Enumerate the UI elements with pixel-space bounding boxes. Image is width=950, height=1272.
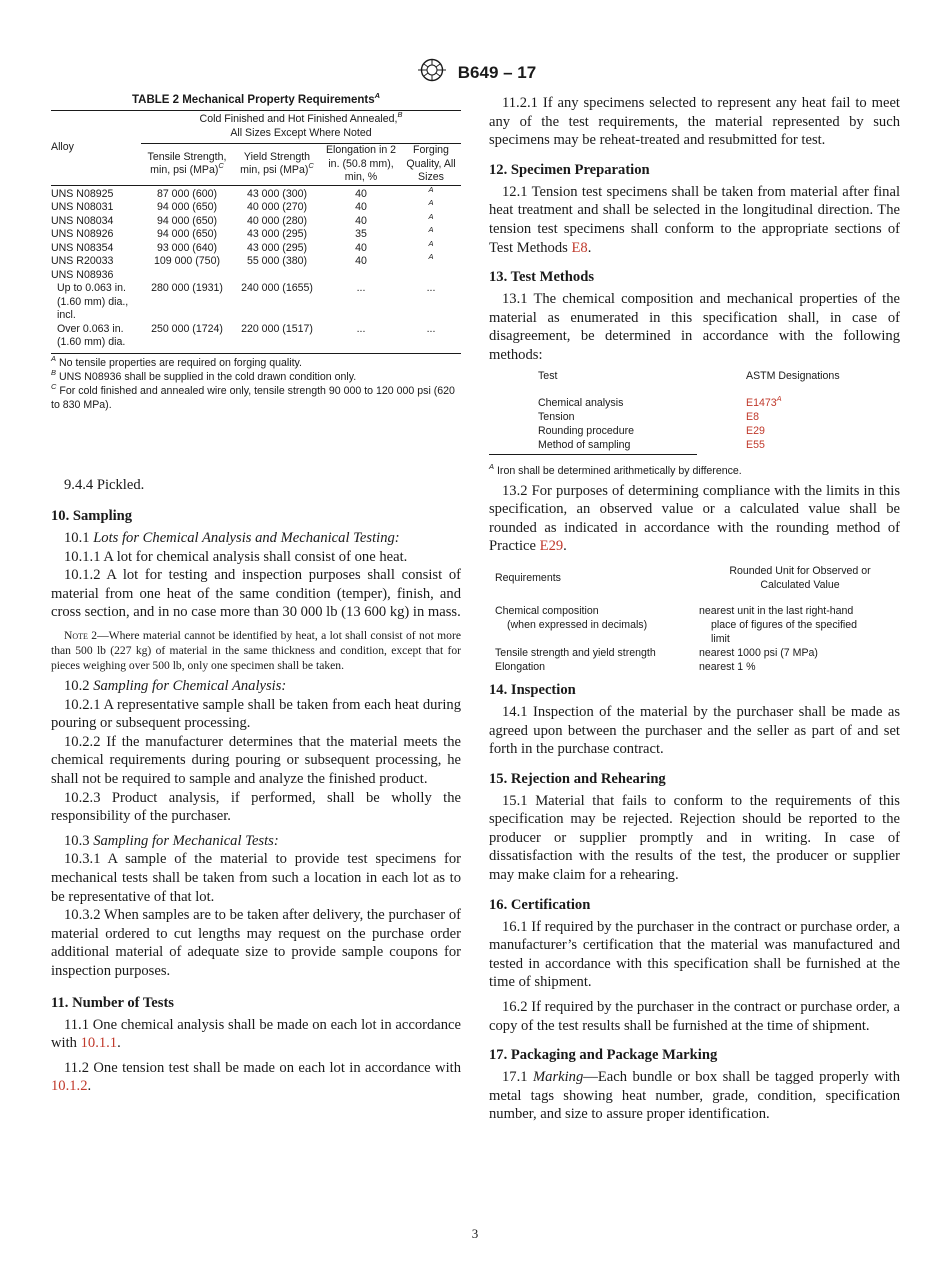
cell-tensile: 94 000 (650) [156,228,218,240]
cell-elongation: 40 [355,255,367,267]
heading-packaging: 17. Packaging and Package Marking [489,1047,718,1064]
heading-rejection: 15. Rejection and Rehearing [489,770,666,787]
page-header [0,58,950,87]
method-astm-cell: $E1473^A$ [746,393,782,409]
method-astm-cell [746,424,765,438]
col-header-yield: Yield Strength min, psi (MPa)$^C$ [240,150,314,177]
cell-forging [401,269,461,283]
cell-forging: A [428,184,434,194]
table-row [51,323,461,350]
heading-certification: 16. Certification [489,896,591,913]
para-9-4-4: 9.4.4 Pickled. [64,476,145,493]
cell-forging: ... [426,322,436,335]
col-group-header: Cold Finished and Hot Finished Annealed,$^B$ All Sizes Except Where Noted [141,111,461,144]
link-e29[interactable]: E29 [539,538,564,555]
cell-yield: 43 000 (300) [246,187,308,200]
cell-tensile: 87 000 (600) [156,187,218,200]
cell-yield: 40 000 (280) [246,214,308,227]
heading-test-methods: 13. Test Methods [489,269,595,286]
cell-yield: 55 000 (380) [246,255,308,267]
cell-tensile [141,269,233,283]
table-row [51,201,461,215]
rounding-requirement: Tensile strength and yield strength [495,646,656,659]
cell-alloy: UNS N08354 [51,241,114,254]
table-row [51,228,461,242]
cell-alloy: UNS N08926 [51,228,114,240]
cell-yield: 43 000 (295) [246,228,308,240]
table-row [51,215,461,229]
para-10-2-3: 10.2.3 Product analysis, if performed, shall be wholly the responsibility of the purchaser. [51,789,461,825]
para-15-1: 15.1 Material that fails to conform to the requirements of this specification may be rejected. Rejection should be reported to the producer or supplier promptly and in writing. In case of dissatisfaction with the results of the test, the producer or supplier may make claim for a rehearing. [489,792,900,884]
note-2: Note 2—Where material cannot be identified by heat, a lot shall consist of not more than 500 lb (227 kg) of material in the same thickness and condition, except that for pieces weighing over 500 lb, only one specimen shall be taken. [51,629,461,673]
para-10-2-1: 10.2.1 A representative sample shall be taken from each heat during pouring or subsequent processing. [51,696,461,732]
designation: B649 – 17 [457,62,537,82]
methods-head-test: Test [538,369,558,382]
cell-elongation: 40 [355,187,367,200]
cell-elongation [321,269,401,283]
para-10-1-1: 10.1.1 A lot for chemical analysis shall consist of one heat. [64,548,408,565]
para-16-1: 16.1 If required by the purchaser in the contract or purchase order, a manufacturer’s certification that the material was manufactured and tested in accordance with this specification shall be furnished at the time of shipment. [489,918,900,991]
link-e8[interactable]: E8 [571,239,588,256]
cell-tensile: 109 000 (750) [154,255,220,267]
para-13-1: 13.1 The chemical composition and mechanical properties of the material as enumerated in this specification shall, in case of disagreement, be determined in accordance with the following methods: [489,291,900,363]
para-14-1: 14.1 Inspection of the material by the purchaser shall be made as agreed upon between the purchaser and the seller as part of and set forth in the purchase contract. [489,703,900,758]
mechanical-property-table [51,111,461,350]
table-footnote: $^B$ UNS N08936 shall be supplied in the cold drawn condition only. [51,367,357,383]
cell-yield: 43 000 (295) [246,241,308,254]
cell-alloy: Over 0.063 in. (1.60 mm) dia. [57,322,126,348]
method-astm-cell [746,438,765,452]
para-10-3: 10.3 Sampling for Mechanical Tests: [64,832,279,849]
para-11-1: 11.1 One chemical analysis shall be made on each lot in accordance with 10.1.1. [51,1016,461,1052]
link-10-1-2[interactable]: 10.1.2 [51,1078,88,1095]
cell-tensile: 94 000 (650) [156,214,218,227]
cell-alloy: UNS N08031 [51,201,114,213]
method-test: Chemical analysis [538,396,624,409]
cell-elongation: ... [356,322,366,335]
method-astm-cell [746,410,759,424]
rounding-row [495,646,900,660]
round-head-req: Requirements [495,571,561,584]
cell-yield: 240 000 (1655) [241,282,313,294]
para-11-2: 11.2 One tension test shall be made on each lot in accordance with 10.1.2. [51,1059,461,1095]
cell-yield [233,269,321,283]
test-methods-table [489,369,900,478]
col-header-alloy: Alloy [51,141,74,153]
cell-tensile: 250 000 (1724) [151,322,223,335]
left-column [51,91,461,1096]
link-astm-designation[interactable]: E29 [746,424,765,437]
table-footnote: $^A$ No tensile properties are required on forging quality. [51,353,302,369]
cell-forging: A [428,252,434,261]
rounding-unit: nearest 1 % [699,660,756,673]
cell-alloy: UNS N08034 [51,214,114,227]
para-16-2: 16.2 If required by the purchaser in the contract or purchase order, a copy of the test results shall be furnished at the time of shipment. [489,999,900,1034]
table-row [51,269,461,283]
rounding-table [489,564,900,674]
methods-row [538,393,900,410]
para-17-1: 17.1 Marking—Each bundle or box shall be tagged properly with metal tags showing heat number, grade, condition, specification number, and size to assure proper identification. [489,1069,901,1123]
cell-tensile: 94 000 (650) [156,201,218,213]
cell-alloy: UNS N08925 [51,187,114,200]
cell-elongation: 40 [355,241,367,254]
heading-specimen-preparation: 12. Specimen Preparation [489,161,650,178]
cell-tensile: 280 000 (1931) [151,282,223,294]
table-row [51,188,461,202]
methods-row [538,438,900,452]
round-head-unit: Rounded Unit for Observed or Calculated Value [729,564,871,591]
cell-forging: ... [426,282,436,294]
link-10-1-1[interactable]: 10.1.1 [80,1035,118,1052]
col-header-forging: Forging Quality, All Sizes [406,144,456,183]
methods-head-astm: ASTM Designations [746,369,840,382]
method-test: Tension [538,410,575,423]
rounding-requirement: Elongation [495,660,546,673]
col-header-elongation: Elongation in 2 in. (50.8 mm), min, % [325,144,397,183]
para-10-2: 10.2 Sampling for Chemical Analysis: [64,678,287,695]
table2-footnotes [51,353,461,412]
col-header-tensile: Tensile Strength, min, psi (MPa)$^C$ [147,150,227,177]
para-13-2: 13.2 For purposes of determining compliance with the limits in this specification, an observed value or a calculated value shall be rounded as indicated in accordance with the rounding method of Practice E29. [489,482,900,555]
cell-tensile: 93 000 (640) [156,241,218,254]
heading-number-of-tests: 11. Number of Tests [51,994,174,1011]
table2-title: TABLE 2 Mechanical Property Requirements$^A$ [131,91,381,106]
para-10-2-2: 10.2.2 If the manufacturer determines that the material meets the chemical requirements during pouring or subsequent processing, he shall not be required to sample and analyze the finished product. [51,733,461,788]
method-test: Rounding procedure [538,424,635,437]
cell-forging: A [428,198,434,207]
cell-alloy: Up to 0.063 in. (1.60 mm) dia., incl. [57,282,129,321]
para-10-3-1: 10.3.1 A sample of the material to provide test specimens for mechanical tests shall be taken from such a location in each lot as to be representative of that lot. [51,851,461,905]
link-astm-designation[interactable]: E55 [746,438,765,451]
cell-alloy: UNS R20033 [51,255,114,267]
para-10-1-2: 10.1.2 A lot for testing and inspection purposes shall consist of material from one heat of the same condition (temper), finish, and cross section, and in no case more than 30 000 lb (13 600 kg) in mass. [51,567,461,621]
rounding-unit: nearest 1000 psi (7 MPa) [699,646,818,659]
table-row [51,255,461,269]
page-number: 3 [471,1226,479,1241]
para-10-3-2: 10.3.2 When samples are to be taken after delivery, the purchaser of material ordered to cut lengths may request on the purchase order additional material of adequate size to provide sample coupons for inspection purposes. [51,907,461,979]
cell-forging: A [428,238,434,248]
table-row [51,242,461,256]
para-12-1: 12.1 Tension test specimens shall be taken from material after final heat treatment and shall be selected in the longitudinal direction. The tension test specimens shall conform to the appropriate sections of Test Methods E8. [489,183,900,256]
cell-alloy: UNS N08936 [51,268,114,281]
cell-elongation: ... [356,282,366,294]
para-10-1: 10.1 Lots for Chemical Analysis and Mechanical Testing: [64,530,400,547]
table-footnote: $^C$ For cold finished and annealed wire only, tensile strength 90 000 to 120 000 psi (620 to 830 MPa). [51,381,455,411]
cell-elongation: 40 [355,214,367,227]
table-row [51,282,461,323]
rounding-row [495,660,900,674]
heading-inspection: 14. Inspection [489,681,576,698]
astm-logo-icon [414,58,450,87]
link-astm-designation[interactable]: E1473 [746,396,777,409]
right-column [489,94,900,1124]
cell-yield: 220 000 (1517) [241,322,313,335]
methods-row [538,410,900,424]
rounding-unit: nearest unit in the last right-hand place of figures of the specified limit [699,604,858,645]
cell-forging: A [428,225,434,234]
methods-footnote: $^A$ Iron shall be determined arithmetically by difference. [489,461,742,477]
methods-row [538,424,900,438]
para-11-2-1: 11.2.1 If any specimens selected to represent any heat fail to meet any of the test requirements, the material represented by such specimens may be reheat-treated and resubmitted for test. [489,95,900,149]
cell-elongation: 40 [355,201,367,213]
cell-elongation: 35 [355,228,367,240]
cell-forging: A [428,211,434,221]
cell-yield: 40 000 (270) [246,201,308,213]
rounding-row [495,604,900,646]
link-astm-designation[interactable]: E8 [746,410,759,423]
rounding-requirement: Chemical composition (when expressed in decimals) [495,604,648,631]
heading-sampling: 10. Sampling [51,508,133,525]
method-test: Method of sampling [538,438,631,451]
